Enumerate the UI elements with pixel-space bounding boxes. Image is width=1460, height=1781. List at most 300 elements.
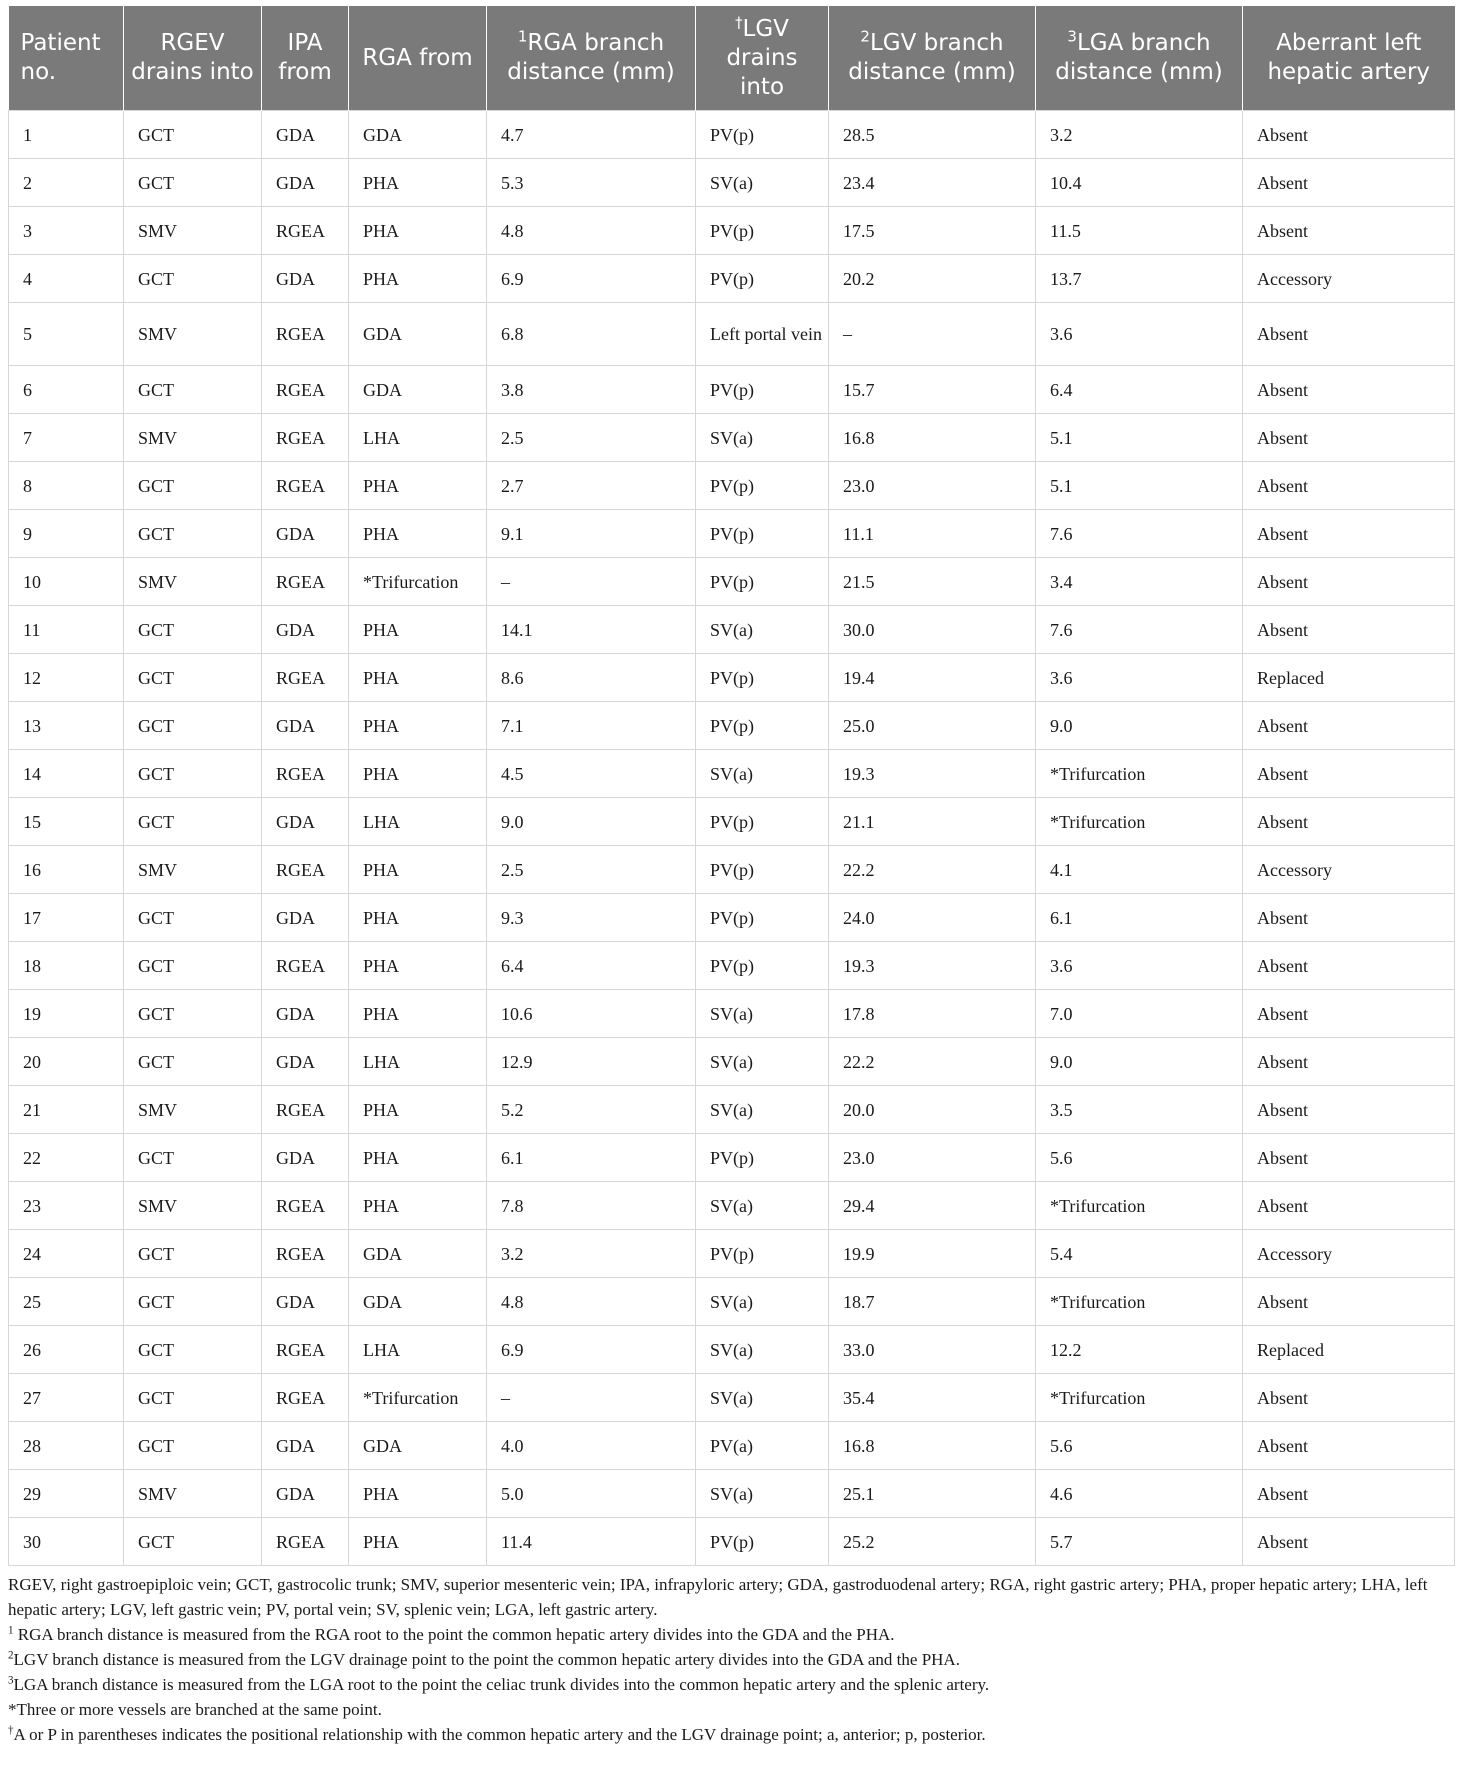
table-cell: GDA <box>262 255 349 303</box>
table-cell: Absent <box>1243 1374 1455 1422</box>
table-cell: GCT <box>124 159 262 207</box>
table-cell: 4.6 <box>1036 1470 1243 1518</box>
table-row <box>9 798 1455 846</box>
table-cell: 7.6 <box>1036 606 1243 654</box>
footnote-marker: 2 <box>8 1649 14 1662</box>
table-cell: SV(a) <box>696 1374 829 1422</box>
table-cell: 10 <box>9 558 124 606</box>
table-cell: 16.8 <box>829 414 1036 462</box>
table-cell: PHA <box>349 159 487 207</box>
table-cell: PHA <box>349 1134 487 1182</box>
table-cell: PHA <box>349 846 487 894</box>
table-row <box>9 1518 1455 1566</box>
table-cell: 9.0 <box>487 798 696 846</box>
table-cell: PV(p) <box>696 510 829 558</box>
table-cell: Absent <box>1243 510 1455 558</box>
table-cell: 10.4 <box>1036 159 1243 207</box>
table-row <box>9 750 1455 798</box>
table-cell: PHA <box>349 702 487 750</box>
table-row <box>9 1038 1455 1086</box>
table-cell: 20 <box>9 1038 124 1086</box>
table-cell: GCT <box>124 255 262 303</box>
table-cell: LHA <box>349 1038 487 1086</box>
table-cell: 3.6 <box>1036 303 1243 366</box>
table-row <box>9 414 1455 462</box>
table-cell: 28 <box>9 1422 124 1470</box>
table-cell: GCT <box>124 1326 262 1374</box>
column-header-label: RGA branch distance (mm) <box>507 30 675 85</box>
table-cell: 18.7 <box>829 1278 1036 1326</box>
table-cell: 7.8 <box>487 1182 696 1230</box>
table-cell: Absent <box>1243 1038 1455 1086</box>
table-cell: 5 <box>9 303 124 366</box>
table-cell: GDA <box>262 111 349 159</box>
table-cell: 4.5 <box>487 750 696 798</box>
table-cell: RGEA <box>262 846 349 894</box>
table-cell: 11.4 <box>487 1518 696 1566</box>
table-cell: 25.2 <box>829 1518 1036 1566</box>
table-cell: RGEA <box>262 1230 349 1278</box>
table-row <box>9 606 1455 654</box>
table-cell: 33.0 <box>829 1326 1036 1374</box>
table-cell: PV(p) <box>696 1134 829 1182</box>
table-cell: 6.4 <box>487 942 696 990</box>
table-cell: 2.5 <box>487 846 696 894</box>
table-cell: 22.2 <box>829 1038 1036 1086</box>
table-cell: 4.8 <box>487 207 696 255</box>
table-cell: 19.4 <box>829 654 1036 702</box>
table-cell: 17.8 <box>829 990 1036 1038</box>
column-header <box>696 6 829 111</box>
table-row <box>9 462 1455 510</box>
column-header <box>1243 6 1455 111</box>
table-cell: 5.0 <box>487 1470 696 1518</box>
table-cell: 9.0 <box>1036 702 1243 750</box>
table-cell: 2 <box>9 159 124 207</box>
table-cell: PV(p) <box>696 207 829 255</box>
table-cell: GCT <box>124 798 262 846</box>
column-header-label: Patient no. <box>20 30 101 85</box>
table-cell: GDA <box>349 1278 487 1326</box>
data-table <box>8 6 1455 1566</box>
table-header <box>9 6 1455 111</box>
table-cell: PV(p) <box>696 462 829 510</box>
table-cell: SMV <box>124 1086 262 1134</box>
table-cell: GDA <box>349 1422 487 1470</box>
column-header-label: LGA branch distance (mm) <box>1055 30 1223 85</box>
table-cell: 2.7 <box>487 462 696 510</box>
table-cell: RGEA <box>262 207 349 255</box>
table-cell: GDA <box>262 1422 349 1470</box>
table-cell: 20.0 <box>829 1086 1036 1134</box>
table-cell: Accessory <box>1243 846 1455 894</box>
table-cell: Accessory <box>1243 1230 1455 1278</box>
table-cell: 4.1 <box>1036 846 1243 894</box>
table-cell: 3.8 <box>487 366 696 414</box>
table-cell: 6.9 <box>487 255 696 303</box>
table-cell: RGEA <box>262 942 349 990</box>
table-cell: PV(p) <box>696 942 829 990</box>
column-header-label: IPA from <box>278 30 332 85</box>
table-cell: 11 <box>9 606 124 654</box>
table-cell: GCT <box>124 702 262 750</box>
table-cell: RGEA <box>262 1374 349 1422</box>
table-row <box>9 111 1455 159</box>
table-cell: 10.6 <box>487 990 696 1038</box>
table-cell: 29 <box>9 1470 124 1518</box>
table-cell: Absent <box>1243 207 1455 255</box>
table-cell: *Trifurcation <box>349 1374 487 1422</box>
table-cell: Absent <box>1243 414 1455 462</box>
table-cell: 25 <box>9 1278 124 1326</box>
table-cell: 9.1 <box>487 510 696 558</box>
table-cell: GCT <box>124 1230 262 1278</box>
table-cell: PV(a) <box>696 1422 829 1470</box>
table-cell: PV(p) <box>696 846 829 894</box>
table-cell: PHA <box>349 894 487 942</box>
table-cell: SV(a) <box>696 414 829 462</box>
table-cell: 8.6 <box>487 654 696 702</box>
table-cell: SV(a) <box>696 1278 829 1326</box>
footnote-text: A or P in parentheses indicates the positional relationship with the common hepatic artery and the LGV drainage point; a, anterior; p, posterior. <box>13 1725 986 1744</box>
table-cell: 19.9 <box>829 1230 1036 1278</box>
table-cell: RGEA <box>262 366 349 414</box>
table-cell: GCT <box>124 750 262 798</box>
table-cell: 7 <box>9 414 124 462</box>
header-footnote-marker: † <box>735 12 743 31</box>
table-cell: Left portal vein <box>696 303 829 366</box>
table-cell: GCT <box>124 654 262 702</box>
table-cell: Absent <box>1243 1518 1455 1566</box>
table-cell: PV(p) <box>696 1518 829 1566</box>
table-cell: RGEA <box>262 414 349 462</box>
table-cell: 8 <box>9 462 124 510</box>
footnote-text: RGEV, right gastroepiploic vein; GCT, gastrocolic trunk; SMV, superior mesenteric vein; IPA, infrapyloric artery; GDA, gastroduodenal artery; RGA, right gastric artery; PHA, proper hepatic artery; LHA, left hepatic artery; LGV, left gastric vein; PV, portal vein; SV, splenic vein; LGA, left gastric artery. <box>8 1575 1428 1619</box>
table-cell: Accessory <box>1243 255 1455 303</box>
table-cell: 6.4 <box>1036 366 1243 414</box>
table-cell: Absent <box>1243 1134 1455 1182</box>
header-footnote-marker: 3 <box>1067 27 1077 46</box>
table-cell: Absent <box>1243 942 1455 990</box>
table-cell: PHA <box>349 606 487 654</box>
table-cell: SMV <box>124 414 262 462</box>
column-header <box>1036 6 1243 111</box>
table-cell: 5.2 <box>487 1086 696 1134</box>
column-header-label: LGV drains into <box>726 15 798 100</box>
table-cell: 19.3 <box>829 942 1036 990</box>
table-cell: 24.0 <box>829 894 1036 942</box>
table-cell: 3.4 <box>1036 558 1243 606</box>
table-cell: GDA <box>262 798 349 846</box>
table-cell: GDA <box>262 1278 349 1326</box>
table-cell: 5.3 <box>487 159 696 207</box>
table-cell: 23.4 <box>829 159 1036 207</box>
footnote-text: LGV branch distance is measured from the LGV drainage point to the point the common hepatic artery divides into the GDA and the PHA. <box>13 1650 960 1669</box>
table-cell: SV(a) <box>696 1038 829 1086</box>
table-cell: SMV <box>124 207 262 255</box>
table-cell: 13 <box>9 702 124 750</box>
table-cell: 12.9 <box>487 1038 696 1086</box>
table-cell: PV(p) <box>696 1230 829 1278</box>
table-cell: Replaced <box>1243 1326 1455 1374</box>
table-cell: 3.6 <box>1036 942 1243 990</box>
table-cell: RGEA <box>262 1182 349 1230</box>
footnote-marker: 1 <box>8 1624 14 1637</box>
table-row <box>9 207 1455 255</box>
table-cell: 7.0 <box>1036 990 1243 1038</box>
table-cell: 12 <box>9 654 124 702</box>
table-cell: GCT <box>124 111 262 159</box>
table-cell: SV(a) <box>696 1470 829 1518</box>
table-cell: Absent <box>1243 750 1455 798</box>
table-cell: GCT <box>124 1518 262 1566</box>
table-cell: PV(p) <box>696 255 829 303</box>
column-header <box>349 6 487 111</box>
table-row <box>9 846 1455 894</box>
footnote <box>8 1622 1454 1647</box>
table-cell: RGEA <box>262 1086 349 1134</box>
table-row <box>9 1326 1455 1374</box>
table-container <box>8 6 1454 1747</box>
table-cell: Absent <box>1243 894 1455 942</box>
table-cell: – <box>829 303 1036 366</box>
table-cell: 28.5 <box>829 111 1036 159</box>
table-cell: PHA <box>349 462 487 510</box>
footnote <box>8 1572 1454 1622</box>
table-cell: SV(a) <box>696 1326 829 1374</box>
table-cell: GDA <box>349 303 487 366</box>
table-cell: SMV <box>124 558 262 606</box>
table-cell: PV(p) <box>696 894 829 942</box>
table-cell: GDA <box>262 510 349 558</box>
table-cell: Absent <box>1243 1422 1455 1470</box>
table-cell: GCT <box>124 510 262 558</box>
table-cell: 9.0 <box>1036 1038 1243 1086</box>
table-body <box>9 111 1455 1566</box>
table-row <box>9 1134 1455 1182</box>
table-footnotes <box>8 1572 1454 1747</box>
table-cell: *Trifurcation <box>1036 798 1243 846</box>
table-row <box>9 366 1455 414</box>
table-cell: 26 <box>9 1326 124 1374</box>
table-cell: 9 <box>9 510 124 558</box>
table-row <box>9 510 1455 558</box>
table-cell: Absent <box>1243 303 1455 366</box>
table-cell: 4.8 <box>487 1278 696 1326</box>
table-row <box>9 894 1455 942</box>
table-cell: 5.6 <box>1036 1422 1243 1470</box>
table-cell: 22.2 <box>829 846 1036 894</box>
table-cell: *Trifurcation <box>349 558 487 606</box>
table-row <box>9 1230 1455 1278</box>
table-cell: SMV <box>124 1182 262 1230</box>
table-cell: RGEA <box>262 1518 349 1566</box>
column-header <box>262 6 349 111</box>
footnote <box>8 1647 1454 1672</box>
table-cell: SMV <box>124 846 262 894</box>
table-cell: RGEA <box>262 1326 349 1374</box>
table-cell: 21 <box>9 1086 124 1134</box>
table-cell: PHA <box>349 1518 487 1566</box>
table-cell: GDA <box>262 606 349 654</box>
table-cell: *Trifurcation <box>1036 1182 1243 1230</box>
table-cell: RGEA <box>262 750 349 798</box>
table-cell: 13.7 <box>1036 255 1243 303</box>
table-cell: GDA <box>349 366 487 414</box>
table-cell: PHA <box>349 510 487 558</box>
table-cell: 19.3 <box>829 750 1036 798</box>
table-cell: GDA <box>262 1470 349 1518</box>
table-cell: Absent <box>1243 1086 1455 1134</box>
header-footnote-marker: 1 <box>517 27 528 46</box>
footnote <box>8 1722 1454 1747</box>
table-cell: 7.1 <box>487 702 696 750</box>
table-row <box>9 942 1455 990</box>
table-row <box>9 702 1455 750</box>
table-cell: 3.5 <box>1036 1086 1243 1134</box>
table-cell: RGEA <box>262 462 349 510</box>
table-cell: GCT <box>124 1422 262 1470</box>
table-cell: PHA <box>349 990 487 1038</box>
table-cell: PV(p) <box>696 798 829 846</box>
table-cell: Absent <box>1243 1182 1455 1230</box>
table-row <box>9 990 1455 1038</box>
table-row <box>9 1374 1455 1422</box>
table-cell: 22 <box>9 1134 124 1182</box>
table-cell: Absent <box>1243 1278 1455 1326</box>
table-cell: GCT <box>124 462 262 510</box>
table-cell: PV(p) <box>696 558 829 606</box>
table-row <box>9 654 1455 702</box>
table-row <box>9 159 1455 207</box>
table-cell: GCT <box>124 366 262 414</box>
table-cell: 18 <box>9 942 124 990</box>
table-cell: – <box>487 1374 696 1422</box>
table-cell: 7.6 <box>1036 510 1243 558</box>
column-header <box>124 6 262 111</box>
column-header <box>9 6 124 111</box>
table-cell: LHA <box>349 1326 487 1374</box>
table-cell: GCT <box>124 894 262 942</box>
table-cell: Replaced <box>1243 654 1455 702</box>
header-footnote-marker: 2 <box>860 27 870 46</box>
table-cell: 6.1 <box>487 1134 696 1182</box>
table-cell: PV(p) <box>696 366 829 414</box>
table-cell: 3.2 <box>1036 111 1243 159</box>
footnote-text: RGA branch distance is measured from the RGA root to the point the common hepatic artery divides into the GDA and the PHA. <box>13 1625 895 1644</box>
column-header <box>829 6 1036 111</box>
table-cell: 29.4 <box>829 1182 1036 1230</box>
table-cell: GCT <box>124 606 262 654</box>
table-cell: 5.6 <box>1036 1134 1243 1182</box>
table-cell: 4.7 <box>487 111 696 159</box>
table-cell: SMV <box>124 1470 262 1518</box>
table-cell: Absent <box>1243 1470 1455 1518</box>
table-cell: GCT <box>124 1374 262 1422</box>
table-cell: 17 <box>9 894 124 942</box>
table-cell: Absent <box>1243 798 1455 846</box>
table-cell: 19 <box>9 990 124 1038</box>
table-cell: 16.8 <box>829 1422 1036 1470</box>
table-cell: 9.3 <box>487 894 696 942</box>
table-cell: PHA <box>349 942 487 990</box>
table-cell: 2.5 <box>487 414 696 462</box>
footnote-text: LGA branch distance is measured from the LGA root to the point the celiac trunk divides into the common hepatic artery and the splenic artery. <box>13 1675 990 1694</box>
table-cell: 1 <box>9 111 124 159</box>
column-header <box>487 6 696 111</box>
table-cell: *Trifurcation <box>1036 750 1243 798</box>
table-cell: 16 <box>9 846 124 894</box>
table-cell: 14 <box>9 750 124 798</box>
table-cell: GCT <box>124 942 262 990</box>
table-cell: GDA <box>262 1038 349 1086</box>
table-row <box>9 1278 1455 1326</box>
footnote-marker: 3 <box>8 1674 14 1687</box>
footnote <box>8 1697 1454 1722</box>
table-cell: PHA <box>349 654 487 702</box>
table-cell: GDA <box>262 159 349 207</box>
table-cell: 15 <box>9 798 124 846</box>
table-cell: *Trifurcation <box>1036 1278 1243 1326</box>
header-row <box>9 6 1455 111</box>
table-cell: PHA <box>349 1086 487 1134</box>
table-cell: Absent <box>1243 111 1455 159</box>
table-cell: 23.0 <box>829 462 1036 510</box>
table-cell: 27 <box>9 1374 124 1422</box>
table-cell: Absent <box>1243 366 1455 414</box>
table-cell: 5.1 <box>1036 462 1243 510</box>
table-cell: 14.1 <box>487 606 696 654</box>
table-cell: 25.1 <box>829 1470 1036 1518</box>
table-cell: Absent <box>1243 702 1455 750</box>
table-cell: 4.0 <box>487 1422 696 1470</box>
table-cell: Absent <box>1243 462 1455 510</box>
column-header-label: Aberrant left hepatic artery <box>1267 30 1431 85</box>
table-cell: 3 <box>9 207 124 255</box>
column-header-label: RGEV drains into <box>131 30 254 85</box>
table-cell: 30.0 <box>829 606 1036 654</box>
table-cell: RGEA <box>262 654 349 702</box>
table-cell: 5.7 <box>1036 1518 1243 1566</box>
table-cell: PV(p) <box>696 654 829 702</box>
table-cell: PHA <box>349 255 487 303</box>
table-cell: GDA <box>349 1230 487 1278</box>
table-cell: SV(a) <box>696 159 829 207</box>
table-cell: RGEA <box>262 558 349 606</box>
table-cell: 35.4 <box>829 1374 1036 1422</box>
table-cell: GDA <box>349 111 487 159</box>
table-cell: 15.7 <box>829 366 1036 414</box>
table-cell: SMV <box>124 303 262 366</box>
table-cell: 30 <box>9 1518 124 1566</box>
table-cell: 23.0 <box>829 1134 1036 1182</box>
table-cell: 6 <box>9 366 124 414</box>
table-cell: 25.0 <box>829 702 1036 750</box>
table-cell: *Trifurcation <box>1036 1374 1243 1422</box>
table-cell: 6.8 <box>487 303 696 366</box>
table-cell: PHA <box>349 750 487 798</box>
table-row <box>9 303 1455 366</box>
table-cell: LHA <box>349 798 487 846</box>
table-cell: GCT <box>124 1278 262 1326</box>
table-cell: GDA <box>262 894 349 942</box>
table-cell: GCT <box>124 1134 262 1182</box>
table-row <box>9 1086 1455 1134</box>
table-cell: LHA <box>349 414 487 462</box>
footnote <box>8 1672 1454 1697</box>
table-cell: 24 <box>9 1230 124 1278</box>
table-cell: SV(a) <box>696 750 829 798</box>
